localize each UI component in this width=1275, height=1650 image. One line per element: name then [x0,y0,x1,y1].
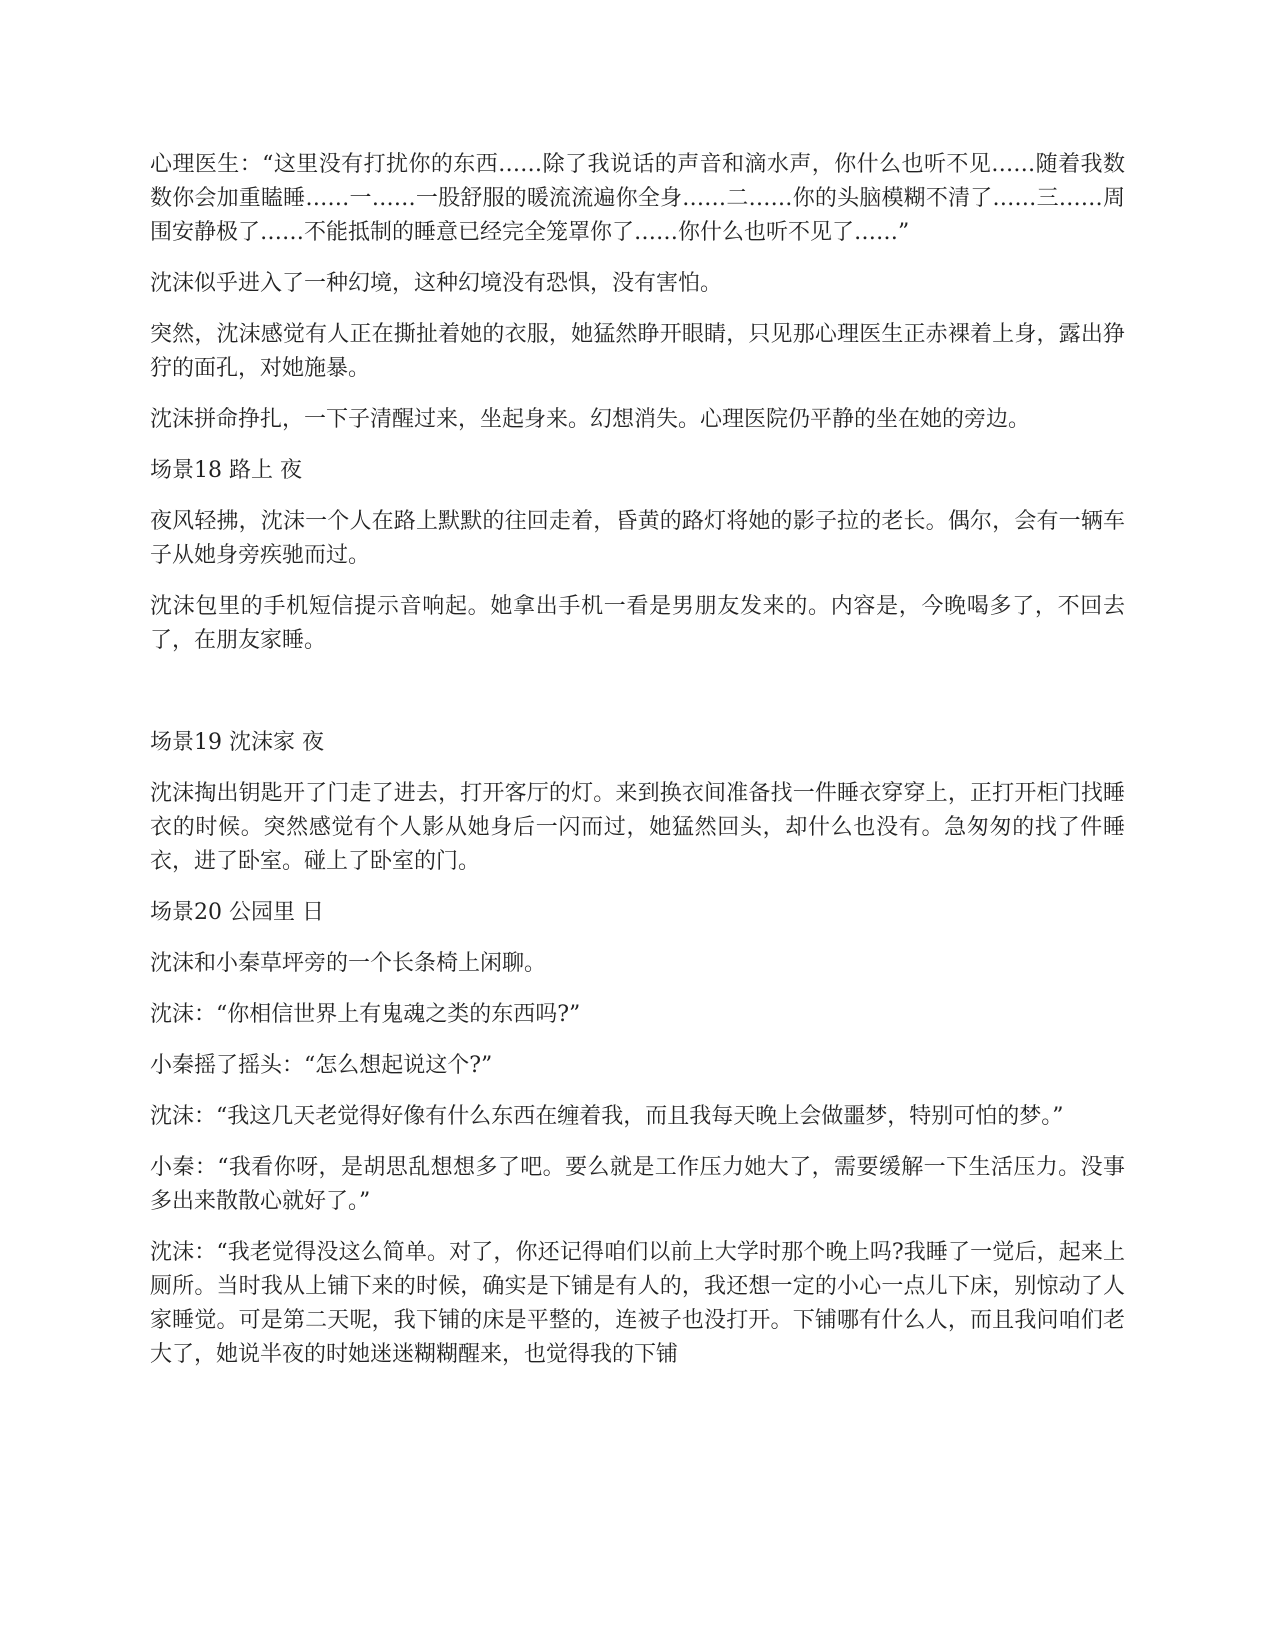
paragraph-hypnosis-speech: 心理医生：“这里没有打扰你的东西……除了我说话的声音和滴水声，你什么也听不见……随着我数数你会加重瞌睡……一……一股舒服的暖流流遍你全身……二……你的头脑模糊不清了……三……周围安静极了……不能抵制的睡意已经完全笼罩你了……你什么也听不见了……” [150,152,1125,245]
scene-heading-18: 场景18 路上 夜 [150,458,302,483]
paragraph-illusion: 沈沫似乎进入了一种幻境，这种幻境没有恐惧，没有害怕。 [150,271,723,296]
paragraph-text-message: 沈沫包里的手机短信提示音响起。她拿出手机一看是男朋友发来的。内容是，今晚喝多了，不回去了，在朋友家睡。 [150,594,1125,653]
dialogue-line: 小秦：“我看你呀，是胡思乱想想多了吧。要么就是工作压力她大了，需要缓解一下生活压力。没事多出来散散心就好了。” [150,1155,1125,1214]
dialogue-line: 沈沫：“我老觉得没这么简单。对了，你还记得咱们以前上大学时那个晚上吗?我睡了一觉后，起来上厕所。当时我从上铺下来的时候，确实是下铺是有人的，我还想一定的小心一点儿下床，别惊动了人家睡觉。可是第二天呢，我下铺的床是平整的，连被子也没打开。下铺哪有什么人，而且我问咱们老大了，她说半夜的时她迷迷糊糊醒来，也觉得我的下铺 [150,1240,1125,1367]
paragraph-home-arrival: 沈沫掏出钥匙开了门走了进去，打开客厅的灯。来到换衣间准备找一件睡衣穿穿上，正打开柜门找睡衣的时候。突然感觉有个人影从她身后一闪而过，她猛然回头，却什么也没有。急匆匆的找了件睡衣，进了卧室。碰上了卧室的门。 [150,781,1125,874]
paragraph-sudden-attack: 突然，沈沫感觉有人正在撕扯着她的衣服，她猛然睁开眼睛，只见那心理医生正赤裸着上身，露出狰狞的面孔，对她施暴。 [150,322,1125,381]
dialogue-line: 小秦摇了摇头：“怎么想起说这个?” [150,1053,493,1078]
dialogue-line: 沈沫：“我这几天老觉得好像有什么东西在缠着我，而且我每天晚上会做噩梦，特别可怕的梦。” [150,1104,1064,1129]
paragraph-night-walk: 夜风轻拂，沈沫一个人在路上默默的往回走着，昏黄的路灯将她的影子拉的老长。偶尔，会有一辆车子从她身旁疾驰而过。 [150,509,1125,568]
document-page [150,148,1125,1389]
blank-line [150,675,1125,726]
paragraph-wake-up: 沈沫拼命挣扎，一下子清醒过来，坐起身来。幻想消失。心理医院仍平静的坐在她的旁边。 [150,407,1031,432]
dialogue-line: 沈沫：“你相信世界上有鬼魂之类的东西吗?” [150,1002,581,1027]
paragraph-park-bench: 沈沫和小秦草坪旁的一个长条椅上闲聊。 [150,951,547,976]
scene-heading-20: 场景20 公园里 日 [150,900,324,925]
scene-heading-19: 场景19 沈沫家 夜 [150,730,324,755]
